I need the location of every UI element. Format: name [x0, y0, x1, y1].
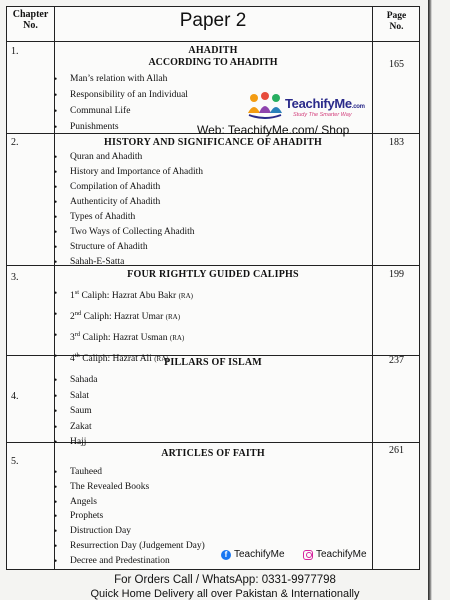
topic-item: • Sahah-E-Satta — [54, 255, 203, 270]
topic-ord: 4 — [70, 354, 75, 365]
chapter-page: 199 — [389, 269, 404, 280]
website-link[interactable]: Web: TeachifyMe.com/ Shop — [197, 123, 350, 137]
topic-item — [54, 284, 193, 305]
topic-item — [54, 305, 193, 326]
topic-text: Caliph: Hazrat Usman — [80, 333, 170, 344]
topic-ord: 2 — [70, 312, 75, 323]
chapter-number: 1. — [11, 46, 19, 57]
topic-ra: (RA) — [169, 334, 185, 343]
instagram-icon — [303, 550, 313, 560]
topic-list — [54, 150, 203, 270]
page-edge-shadow — [428, 0, 432, 600]
page-column-header: Page No. — [386, 11, 407, 32]
topic-ra: (RA) — [165, 313, 181, 322]
topic-text: Caliph: Hazrat Ali — [79, 354, 155, 365]
topic-item: • Structure of Ahadith — [54, 240, 203, 255]
topic-ord: 3 — [70, 333, 75, 344]
topic-item — [54, 326, 193, 347]
delivery-note: Quick Home Delivery all over Pakistan & Internationally — [90, 588, 360, 600]
chapter-subtitle: ACCORDING TO AHADITH — [148, 57, 278, 68]
topic-item: • Compilation of Ahadith — [54, 180, 203, 195]
facebook-link[interactable]: f TeachifyMe — [221, 549, 285, 560]
topic-sup: st — [74, 289, 80, 296]
topic-text: Caliph: Hazrat Abu Bakr — [79, 291, 179, 302]
topic-item: • The Revealed Books — [54, 480, 205, 495]
chapter-title: HISTORY AND SIGNIFICANCE OF AHADITH — [104, 137, 322, 148]
topic-item: • History and Importance of Ahadith — [54, 165, 203, 180]
topic-item: • Prophets — [54, 509, 205, 524]
chapter-title: ARTICLES OF FAITH — [161, 448, 265, 459]
topic-sup: nd — [74, 310, 82, 318]
instagram-link[interactable]: TeachifyMe — [303, 549, 367, 560]
chapter-column-header: Chapter No. — [12, 9, 49, 31]
topic-list — [54, 284, 193, 369]
topic-item: • Zakat — [54, 420, 97, 436]
topic-sup: th — [74, 352, 80, 360]
topic-item: • Types of Ahadith — [54, 210, 203, 225]
chapter-page: 261 — [389, 445, 404, 456]
order-contact: For Orders Call / WhatsApp: 0331-9977798 — [114, 574, 336, 586]
topic-item: • Authenticity of Ahadith — [54, 195, 203, 210]
chapter-number: 2. — [11, 137, 19, 148]
chapter-number: 3. — [11, 272, 19, 283]
topic-item: • Distruction Day — [54, 524, 205, 539]
header-divider — [7, 41, 419, 42]
chapter-title: AHADITH — [188, 45, 238, 56]
chapter-title: PILLARS OF ISLAM — [164, 357, 262, 368]
topic-item: • Punishments — [54, 119, 188, 135]
teachifyme-logo — [247, 91, 387, 121]
topic-item: • Resurrection Day (Judgement Day) — [54, 539, 205, 554]
chapter-number: 5. — [11, 456, 19, 467]
topic-item: • Decree and Predestination — [54, 554, 205, 569]
topic-text: Caliph: Hazrat Umar — [81, 312, 166, 323]
chapter-number: 4. — [11, 391, 19, 402]
brand-name: TeachifyMe.com — [285, 96, 365, 111]
chapter-page: 165 — [389, 59, 404, 70]
brand-tagline: Study The Smarter Way — [293, 112, 352, 118]
topic-ra: (RA) — [178, 292, 193, 301]
topic-item: • Saum — [54, 404, 97, 420]
topic-item: • Angels — [54, 495, 205, 510]
contents-table — [6, 6, 420, 570]
topic-item: • Two Ways of Collecting Ahadith — [54, 225, 203, 240]
chapter-page: 237 — [389, 355, 404, 366]
topic-item: • Quran and Ahadith — [54, 150, 203, 165]
facebook-icon: f — [221, 550, 231, 560]
topic-list — [54, 465, 205, 569]
topic-item: • Tauheed — [54, 465, 205, 480]
topic-item: • Salat — [54, 389, 97, 405]
page-title: Paper 2 — [179, 10, 247, 31]
topic-list — [54, 373, 97, 451]
people-logo-icon — [247, 91, 283, 119]
chapter-title: FOUR RIGHTLY GUIDED CALIPHS — [127, 269, 299, 280]
chapter-page: 183 — [389, 137, 404, 148]
topic-sup: rd — [74, 331, 81, 339]
topic-ord: 1 — [70, 291, 75, 302]
topic-item: • Responsibility of an Individual — [54, 87, 188, 103]
topic-item: • Hajj — [54, 435, 97, 451]
topic-item: • Man’s relation with Allah — [54, 71, 188, 87]
topic-item: • Sahada — [54, 373, 97, 389]
topic-item: • Communal Life — [54, 103, 188, 119]
topic-list — [54, 71, 188, 135]
topic-ra: (RA) — [154, 355, 169, 364]
